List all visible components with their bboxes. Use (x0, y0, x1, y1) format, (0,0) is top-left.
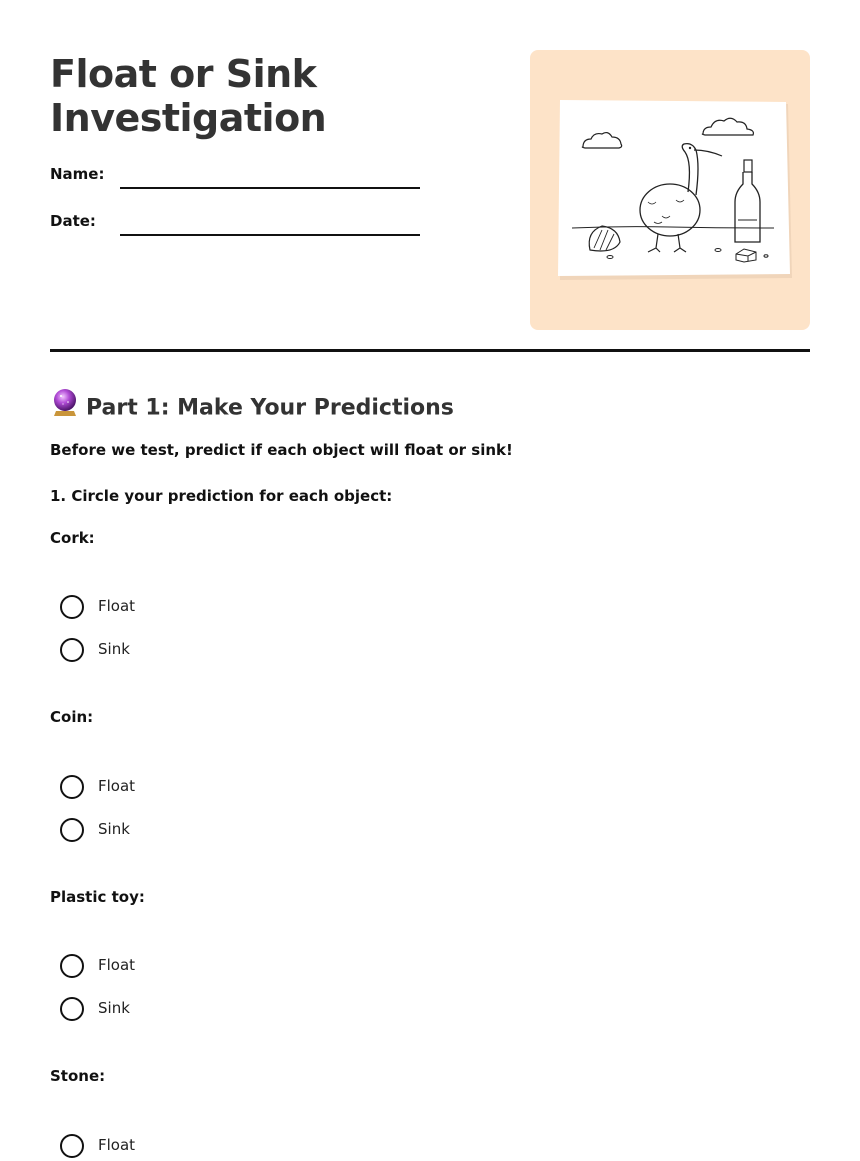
name-write-line[interactable] (120, 187, 420, 189)
option-plastic-toy-float[interactable] (60, 954, 260, 978)
section-divider (50, 349, 810, 352)
option-label: Sink (98, 999, 130, 1017)
option-coin-float[interactable] (60, 775, 260, 799)
object-label-coin: Coin: (50, 708, 94, 726)
option-coin-sink[interactable] (60, 818, 260, 842)
title-line-1: Float or Sink (50, 52, 317, 96)
name-label: Name: (50, 165, 105, 183)
date-label: Date: (50, 212, 96, 230)
radio-circle[interactable] (60, 595, 84, 619)
option-label: Sink (98, 640, 130, 658)
title-line-2: Investigation (50, 96, 327, 140)
option-cork-sink[interactable] (60, 638, 260, 662)
radio-circle[interactable] (60, 997, 84, 1021)
part1-title: Part 1: Make Your Predictions (86, 395, 454, 421)
option-label: Sink (98, 820, 130, 838)
part1-intro: Before we test, predict if each object will float or sink! (50, 441, 513, 459)
date-field[interactable] (50, 212, 420, 242)
option-label: Float (98, 777, 136, 795)
part1-heading (50, 389, 810, 421)
object-label-cork: Cork: (50, 529, 95, 547)
worksheet-header (50, 50, 810, 330)
option-label: Float (98, 956, 136, 974)
object-label-stone: Stone: (50, 1067, 106, 1085)
radio-circle[interactable] (60, 818, 84, 842)
radio-circle[interactable] (60, 1134, 84, 1158)
header-illustration (530, 50, 810, 330)
page-title (50, 52, 490, 140)
option-label: Float (98, 597, 136, 615)
radio-circle[interactable] (60, 954, 84, 978)
radio-circle[interactable] (60, 775, 84, 799)
name-field[interactable] (50, 165, 420, 195)
option-stone-float[interactable] (60, 1134, 260, 1158)
question-1: 1. Circle your prediction for each object: (50, 487, 393, 505)
object-label-plastic-toy: Plastic toy: (50, 888, 145, 906)
crystal-ball-icon (50, 387, 80, 426)
worksheet-page (50, 0, 810, 1161)
radio-circle[interactable] (60, 638, 84, 662)
coloring-page-icon (530, 50, 810, 330)
option-label: Float (98, 1136, 136, 1154)
option-cork-float[interactable] (60, 595, 260, 619)
date-write-line[interactable] (120, 234, 420, 236)
option-plastic-toy-sink[interactable] (60, 997, 260, 1021)
